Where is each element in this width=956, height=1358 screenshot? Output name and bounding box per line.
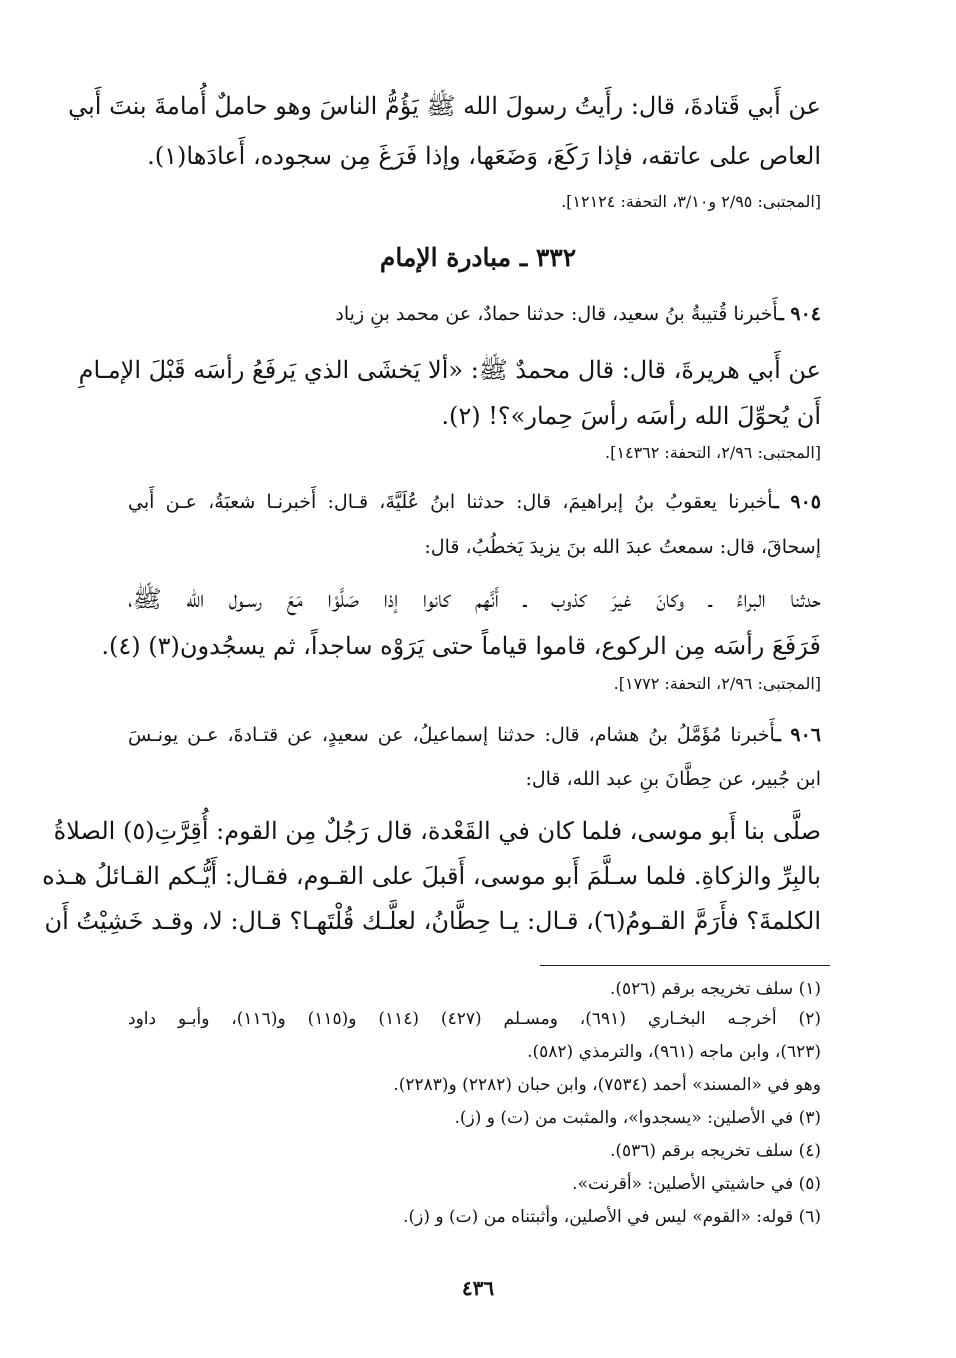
footnote: وهو في «المسند» أحمد (٧٥٣٤)، وابن حبان (٢٢٨٢) و(٢٢٨٣). (393, 1075, 821, 1095)
footnote: (٣) في الأصلين: «يسجدوا»، والمثبت من (ت) و (ز). (454, 1108, 821, 1128)
isnad-line (128, 490, 821, 514)
hadith-text-line: عن أَبي قَتادةَ، قال: رأَيتُ رسولَ الله ﷺ يَؤُمُّ الناسَ وهو حاملٌ أُمامةَ بنتَ أَبي (68, 92, 821, 120)
reference-line: [المجتبى: ٢/٩٦، التحفة: ١٧٧٢]. (613, 674, 821, 693)
hadith-text-line: العاص على عاتقه، فإذا رَكَعَ، وَضَعَها، وإذا فَرَغَ مِن سجوده، أَعادَها(١). (147, 142, 821, 170)
footnote: (٤) سلف تخريجه برقم (٥٣٦). (609, 1141, 821, 1161)
hadith-text-line: أَن يُحوِّلَ الله رأسَه رأسَ حِمار»؟! (٢). (441, 402, 821, 430)
hadith-text-line: صلَّى بنا أَبو موسى، فلما كان في القَعْدة، قال رَجُلٌ مِن القوم: أُقِرَّتِ(٥) الصلاةُ (53, 817, 821, 845)
isnad-line: ابن جُبير، عن حِطَّانَ بنِ عبد الله، قال: (525, 768, 821, 790)
isnad-text: أَخبرنا مُؤَمَّلُ بنُ هشام، قال: حدثنا إسماعيلُ، عن سعيدٍ، عن قتـادةَ، عـن يونـسَ (128, 724, 776, 746)
chapter-heading: ٣٣٢ ـ مبادرة الإمام (379, 243, 577, 272)
footnote: (١) سلف تخريجه برقم (٥٢٦). (609, 979, 821, 999)
footnote-separator (540, 965, 830, 966)
isnad-line: إسحاقَ، قال: سمعتُ عبدَ الله بنَ يزيدَ يَخطُبُ، قال: (424, 536, 821, 558)
isnad-line (335, 302, 821, 326)
hadith-text-line: بالبِرِّ والزكاةِ. فلما سـلَّمَ أَبو موسى، أَقبلَ على القـوم، فقـال: أَيُّـكم القـائلُ هـذه (42, 862, 821, 890)
isnad-text: أَخبرنا قُتيبةُ بنُ سعيد، قال: حدثنا حمادٌ، عن محمد بنِ زياد (335, 303, 779, 325)
hadith-number: ٩٠٦ ـ (775, 724, 821, 746)
hadith-text-line: عن أَبي هريرةَ، قال: قال محمدٌ ﷺ: «ألا يَخشَى الذي يَرفَعُ رأسَه قَبْلَ الإمـامِ (78, 356, 821, 384)
page-number: ٤٣٦ (461, 1276, 495, 1300)
footnote: (٢) أخرجـه البخـاري (٦٩١)، ومسـلم (٤٢٧) (١١٤) و(١١٥) و(١١٦)، وأبـو داود (128, 1009, 821, 1029)
reference-line: [المجتبى: ٢/٩٦، التحفة: ١٤٣٦٢]. (605, 443, 821, 462)
reference-line: [المجتبى: ٢/٩٥ و٣/١٠، التحفة: ١٢١٢٤]. (561, 192, 821, 211)
hadith-text-line: الكلمةَ؟ فأَرَمَّ القـومُ(٦)، قـال: يـا حِطَّانُ، لعلَّـك قُلْتَهـا؟ قـال: لا، وقـد خَشِيْتُ أَن (44, 907, 821, 935)
hadith-text-line: فَرَفَعَ رأسَه مِن الركوع، قاموا قياماً حتى يَرَوْه ساجداً، ثم يسجُدون(٣) (٤). (101, 632, 821, 660)
isnad-line (128, 723, 821, 747)
isnad-text: أخبرنا يعقوبُ بنُ إبراهيمَ، قال: حدثنا ابنُ عُلَيَّةَ، قـال: أَخبرنـا شعبَةُ، عـن أَبي (128, 491, 774, 513)
hadith-number: ٩٠٥ ـ (773, 491, 822, 513)
hadith-number: ٩٠٤ ـ (778, 303, 821, 325)
footnote: (٦٢٣)، وابن ماجه (٩٦١)، والترمذي (٥٨٢). (527, 1042, 821, 1062)
footnote: (٥) في حاشيتي الأصلين: «أقرنت». (572, 1174, 821, 1194)
hadith-text-line: حدثنا البراءُ ـ وكانَ غيرَ كذوب ـ أَنَّهم كانوا إذا صَلَّوْا مَعَ رسـول الله ﷺ، (128, 585, 821, 613)
footnote: (٦) قوله: «القوم» ليس في الأصلين، وأثبتناه من (ت) و (ز). (403, 1207, 821, 1227)
